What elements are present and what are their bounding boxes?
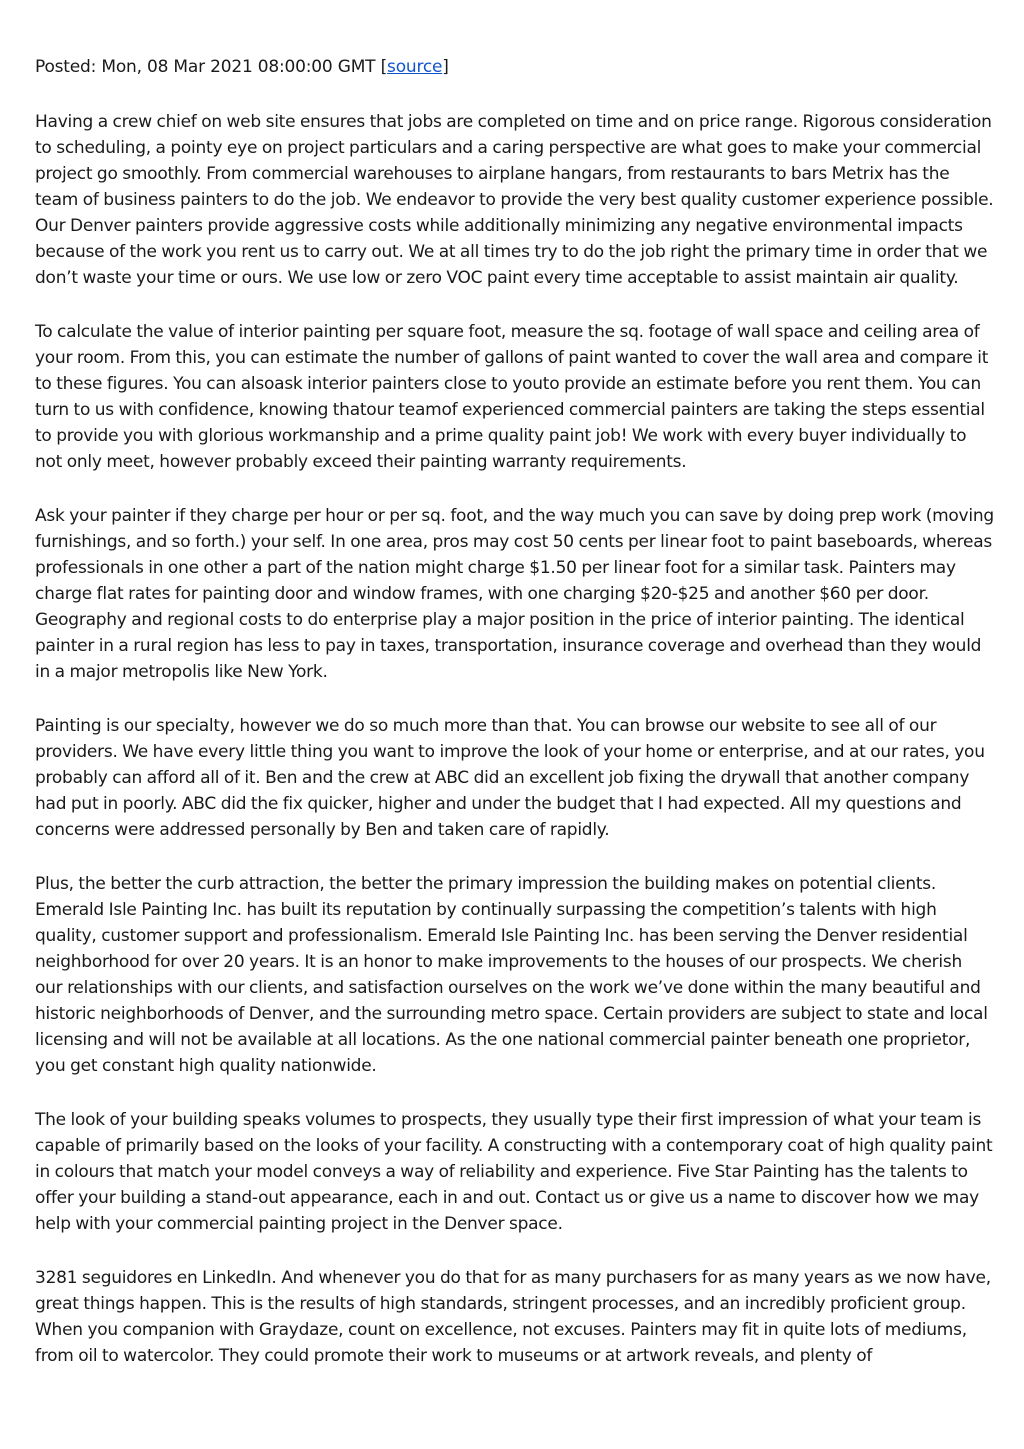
bracket-close: ] [442,57,449,77]
posted-label: Posted: Mon, 08 Mar 2021 08:00:00 GMT [35,57,376,77]
bracket-open: [ [380,57,388,77]
paragraph-4: Painting is our specialty, however we do so much more than that. You can browse our website to see all of our providers. We have every little thing you want to improve the look of your home or enterprise, and at our rates, you probably can afford all of it. Ben and the crew at ABC did an excellent job fixing the drywall that another company had put in poorly. ABC did the fix quicker, higher and under the budget that I had expected. All my questions and concerns were addressed personally by Ben and taken care of rapidly. [35,716,985,840]
paragraph-1: Having a crew chief on web site ensures that jobs are completed on time and on price range. Rigorous consideration to scheduling, a pointy eye on project particulars and a caring perspective are what goes to make your commercial project go smoothly. From commercial warehouses to airplane hangars, from restaurants to bars Metrix has the team of business painters to do the job. We endeavor to provide the very best quality customer experience possible. Our Denver painters provide aggressive costs while additionally minimizing any negative environmental impacts because of the work you rent us to carry out. We at all times try to do the job right the primary time in order that we don’t waste your time or ours. We use low or zero VOC paint every time acceptable to assist maintain air quality. [35,112,994,288]
paragraph-7: 3281 seguidores en LinkedIn. And whenever you do that for as many purchasers for as many years as we now have, great things happen. This is the results of high standards, stringent processes, and an incredibly proficient group. When you companion with Graydaze, count on excellence, not excuses. Painters may fit in quite lots of mediums, from oil to watercolor. They could promote their work to museums or at artwork reveals, and plenty of [35,1268,991,1366]
post-date-line [35,54,994,80]
paragraph-3: Ask your painter if they charge per hour or per sq. foot, and the way much you can save by doing prep work (moving furnishings, and so forth.) your self. In one area, pros may cost 50 cents per linear foot to paint baseboards, whereas professionals in one other a part of the nation might charge $1.50 per linear foot for a similar task. Painters may charge flat rates for painting door and window frames, with one charging $20-$25 and another $60 per door. Geography and regional costs to do enterprise play a major position in the price of interior painting. The identical painter in a rural region has less to pay in taxes, transportation, insurance coverage and overhead than they would in a major metropolis like New York. [35,506,994,682]
source-link[interactable]: source [387,57,443,77]
paragraph-6: The look of your building speaks volumes to prospects, they usually type their first impression of what your team is capable of primarily based on the looks of your facility. A constructing with a contemporary coat of high quality paint in colours that match your model conveys a way of reliability and experience. Five Star Painting has the talents to offer your building a stand-out appearance, each in and out. Contact us or give us a name to discover how we may help with your commercial painting project in the Denver space. [35,1110,993,1234]
paragraph-2: To calculate the value of interior painting per square foot, measure the sq. footage of wall space and ceiling area of your room. From this, you can estimate the number of gallons of paint wanted to cover the wall area and compare it to these figures. You can alsoask interior painters close to youto provide an estimate before you rent them. You can turn to us with confidence, knowing thatour teamof experienced commercial painters are taking the steps essential to provide you with glorious workmanship and a prime quality paint job! We work with every buyer individually to not only meet, however probably exceed their painting warranty requirements. [35,322,989,472]
paragraph-5: Plus, the better the curb attraction, the better the primary impression the building makes on potential clients. Emerald Isle Painting Inc. has built its reputation by continually surpassing the competition’s talents with high quality, customer support and professionalism. Emerald Isle Painting Inc. has been serving the Denver residential neighborhood for over 20 years. It is an honor to make improvements to the houses of our prospects. We cherish our relationships with our clients, and satisfaction ourselves on the work we’ve done within the many beautiful and historic neighborhoods of Denver, and the surrounding metro space. Certain providers are subject to state and local licensing and will not be available at all locations. As the one national commercial painter beneath one proprietor, you get constant high quality nationwide. [35,874,988,1076]
